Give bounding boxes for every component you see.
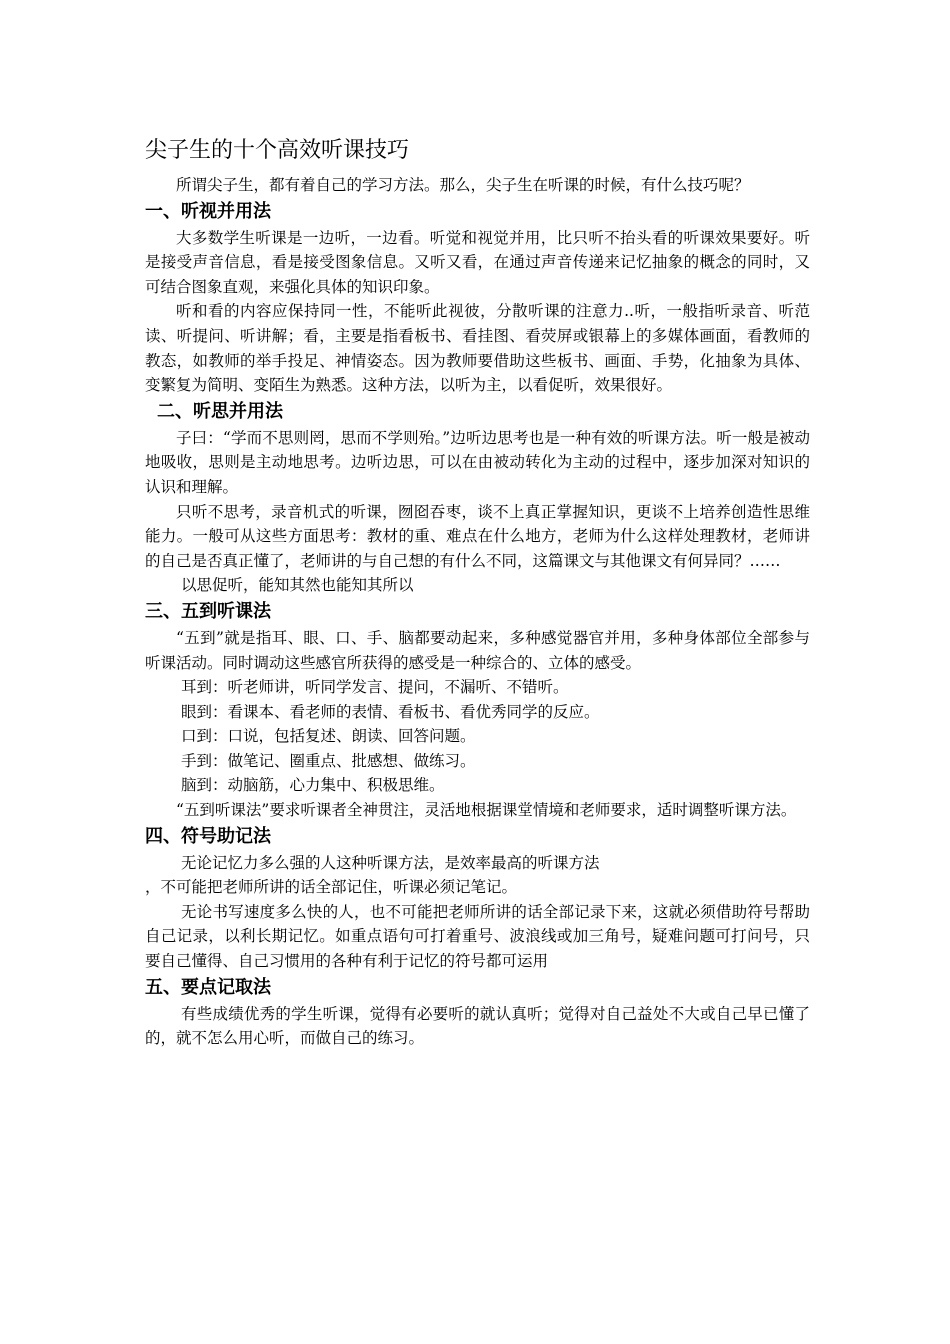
- list-item: 耳到：听老师讲，听同学发言、提问，不漏听、不错听。: [181, 678, 569, 697]
- paragraph: 听和看的内容应保持同一性，不能听此视彼，分散听课的注意力..听，一般指听录音、听范读、听提问、听讲解；看，主要是指看板书、看挂图、看荧屏或银幕上的多媒体画面，看教师的教态，如教师的举手投足、神情姿态。因为教师要借助这些板书、画面、手势，化抽象为具体、变繁复为简明、变陌生为熟悉。这种方法，以听为主，以看促听，效果很好。: [145, 302, 810, 395]
- paragraph: 无论记忆力多么强的人这种听课方法，是效率最高的听课方法: [181, 853, 600, 872]
- paragraph: 无论书写速度多么快的人，也不可能把老师所讲的话全部记录下来，这就必须借助符号帮助自己记录，以利长期记忆。如重点语句可打着重号、波浪线或加三角号，疑难问题可打问号，只要自己懂得、自己习惯用的各种有利于记忆的符号都可运用: [145, 902, 810, 971]
- paragraph: “五到听课法”要求听课者全神贯注，灵活地根据课堂情境和老师要求，适时调整听课方法。: [176, 801, 797, 820]
- paragraph: 有些成绩优秀的学生听课，觉得有必要听的就认真听；觉得对自己益处不大或自己早已懂了的，就不怎么用心听，而做自己的练习。: [145, 1004, 810, 1048]
- paragraph: 只听不思考，录音机式的听课，囫囵吞枣，谈不上真正掌握知识，更谈不上培养创造性思维能力。一般可从这些方面思考：教材的重、难点在什么地方，老师为什么这样处理教材，老师讲的自己是否真正懂了，老师讲的与自己想的有什么不同，这篇课文与其他课文有何异同？……: [145, 502, 810, 570]
- section-heading: 五、要点记取法: [145, 976, 271, 998]
- paragraph: ，不可能把老师所讲的话全部记住，听课必须记笔记。: [145, 878, 518, 897]
- list-item: 口到：口说，包括复述、朗读、回答问题。: [181, 727, 476, 746]
- paragraph: “五到”就是指耳、眼、口、手、脑都要动起来，多种感觉器官并用，多种身体部位全部参与听课活动。同时调动这些感官所获得的感受是一种综合的、立体的感受。: [145, 628, 810, 672]
- list-item: 脑到：动脑筋，心力集中、积极思维。: [181, 776, 445, 795]
- section-heading: 一、听视并用法: [145, 200, 271, 222]
- document-title: 尖子生的十个高效听课技巧: [145, 138, 410, 163]
- list-item: 手到：做笔记、圈重点、批感想、做练习。: [181, 751, 476, 770]
- document-page: [145, 133, 810, 1051]
- section-heading: 二、听思并用法: [157, 400, 283, 422]
- paragraph: 以思促听，能知其然也能知其所以: [181, 576, 414, 595]
- section-heading: 三、五到听课法: [145, 600, 271, 622]
- intro-paragraph: 所谓尖子生，都有着自己的学习方法。那么，尖子生在听课的时候，有什么技巧呢？: [176, 176, 750, 194]
- paragraph: 大多数学生听课是一边听，一边看。听觉和视觉并用，比只听不抬头看的听课效果要好。听是接受声音信息，看是接受图象信息。又听又看，在通过声音传递来记忆抽象的概念的同时，又可结合图象直观，来强化具体的知识印象。: [145, 228, 810, 296]
- paragraph: 子曰：“学而不思则罔，思而不学则殆。”边听边思考也是一种有效的听课方法。听一般是被动地吸收，思则是主动地思考。边听边思，可以在由被动转化为主动的过程中，逐步加深对知识的认识和理解。: [145, 428, 810, 496]
- section-heading: 四、符号助记法: [145, 825, 271, 847]
- list-item: 眼到：看课本、看老师的表情、看板书、看优秀同学的反应。: [181, 702, 600, 721]
